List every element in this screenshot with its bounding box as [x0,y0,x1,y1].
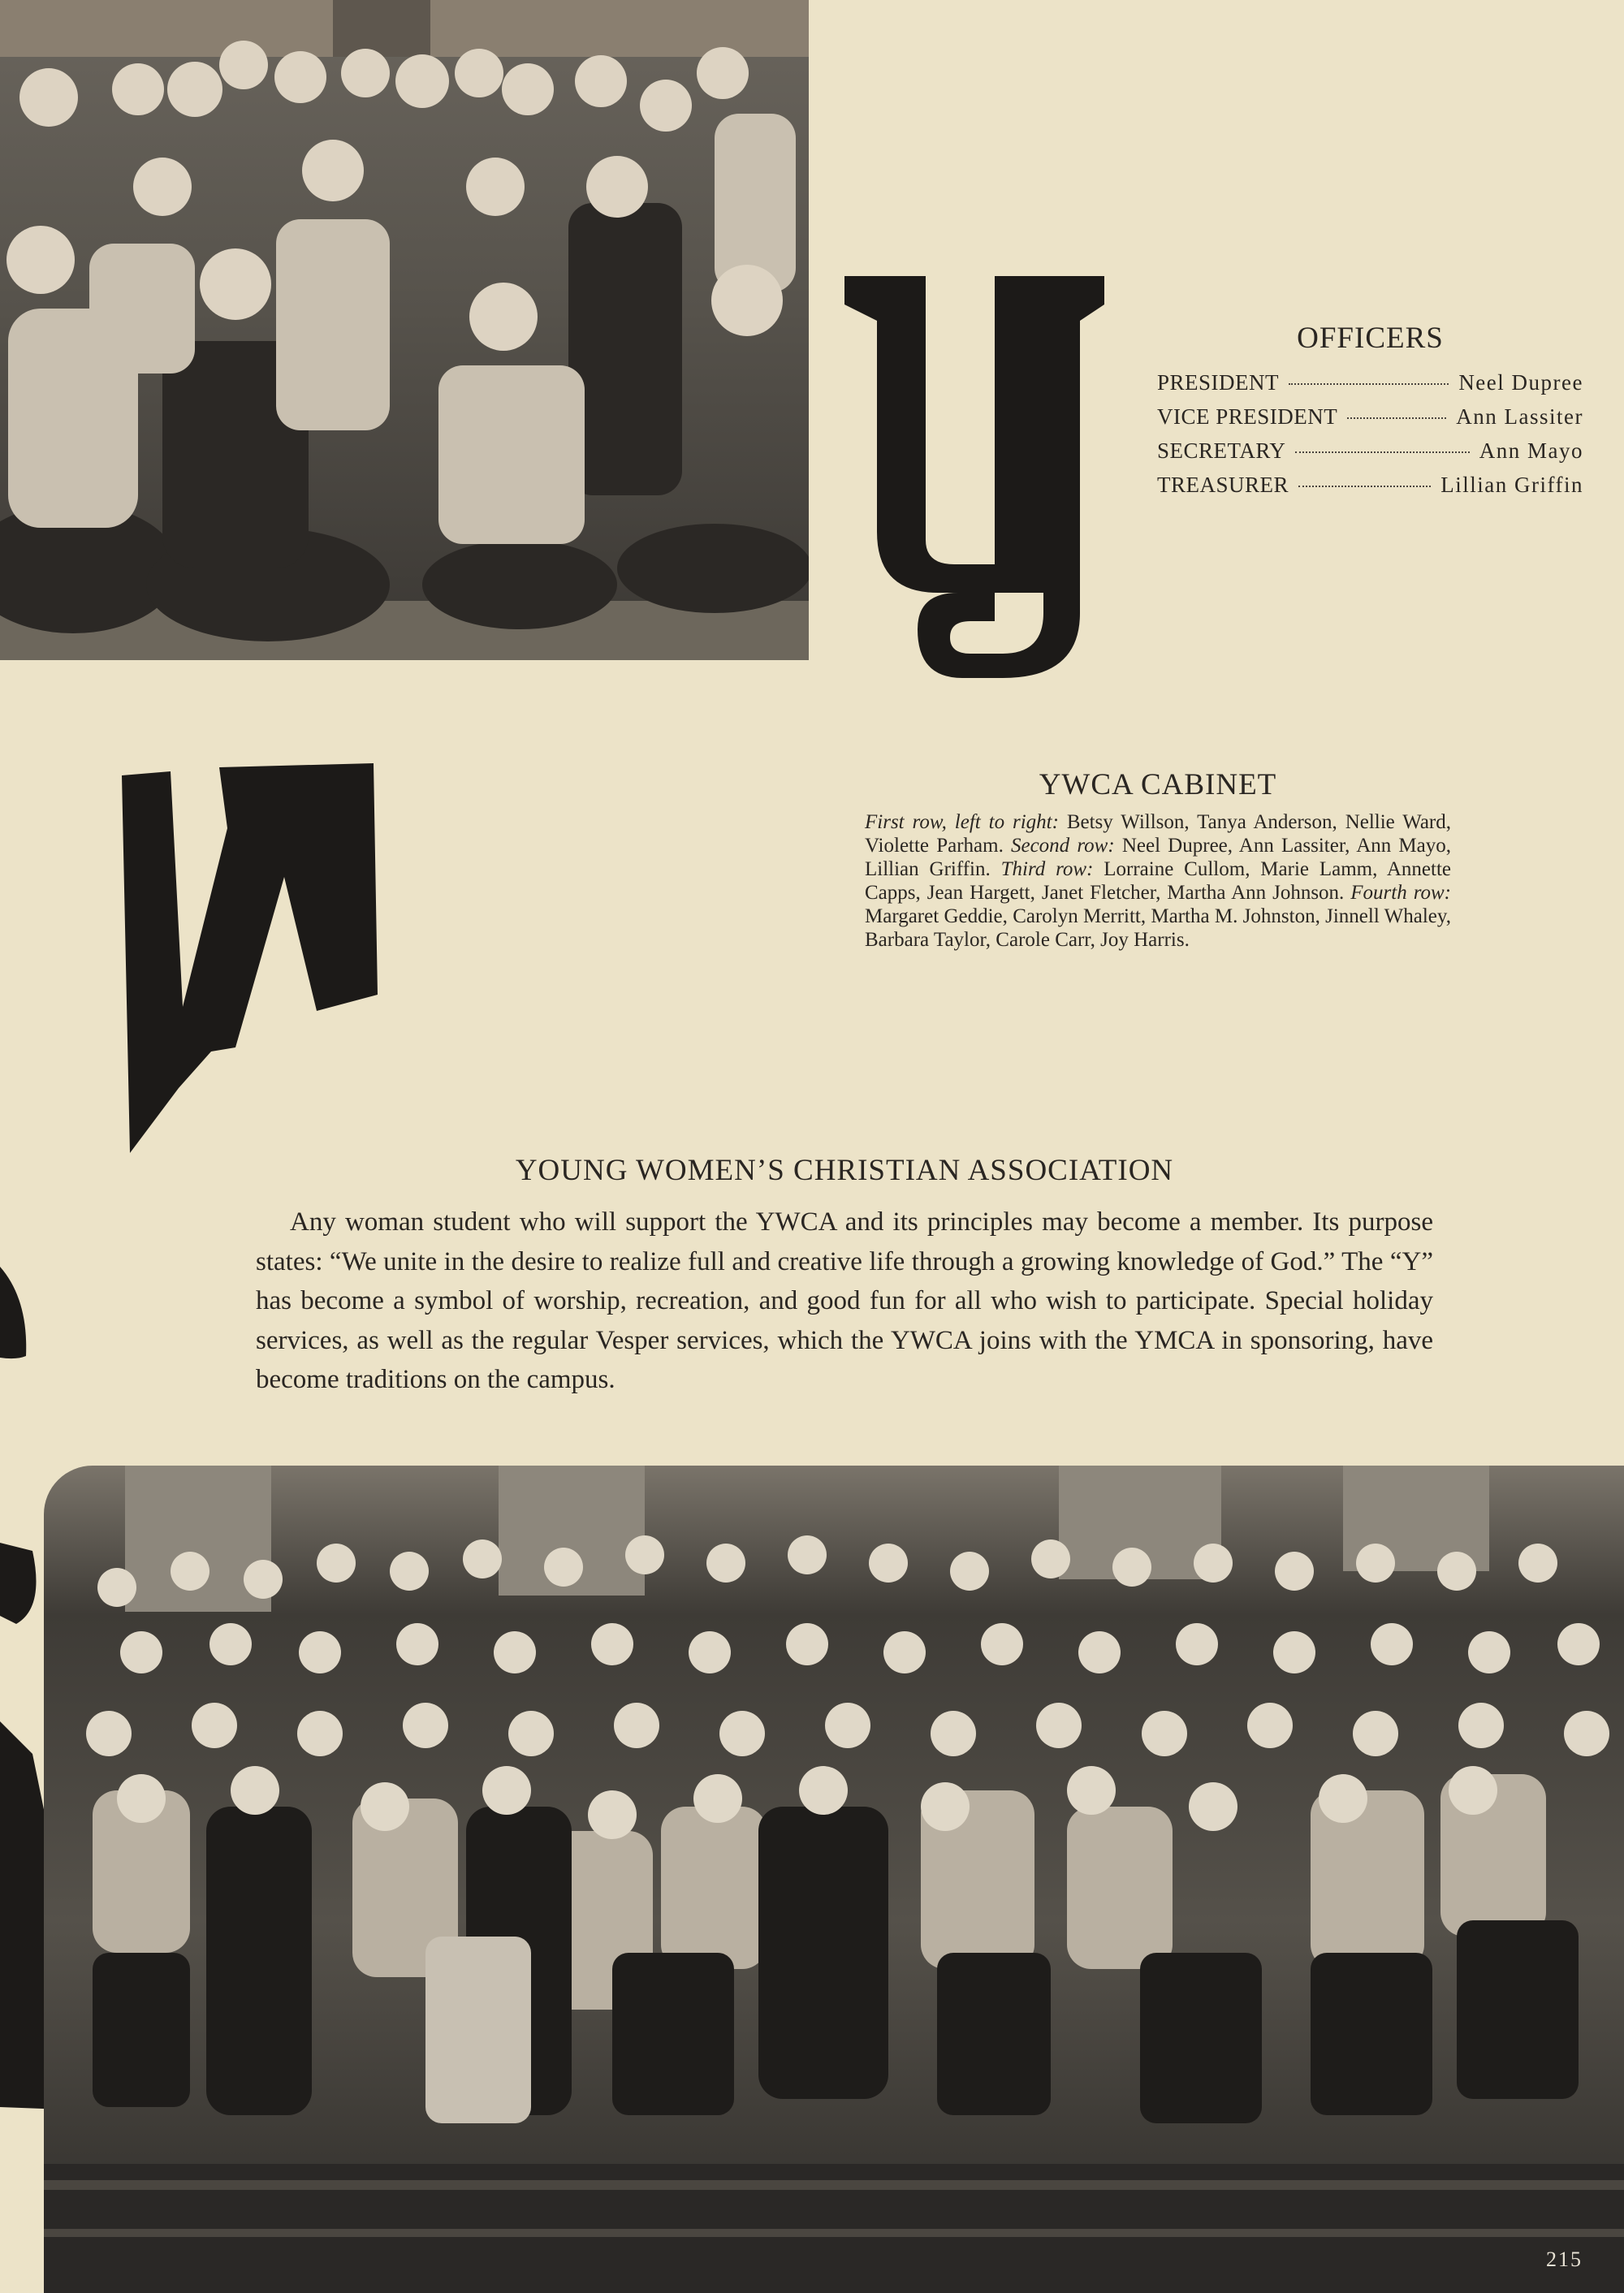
letter-w-graphic [122,763,382,1153]
officers-heading: OFFICERS [1297,322,1444,355]
caption-row-names: Lorraine Cullom, Marie Lamm, Annette Capps, Jean Hargett, Janet Fletcher, Martha Ann Johnson. [865,858,1451,904]
ywca-heading: YOUNG WOMEN’S CHRISTIAN ASSOCIATION [515,1154,1174,1187]
caption-row-label: Second row: [1010,835,1115,857]
letter-y-graphic [840,272,1108,678]
officer-name: Lillian Griffin [1440,473,1583,497]
officer-name: Ann Mayo [1479,438,1583,463]
officer-row-secretary [1157,438,1583,473]
cabinet-group-photo [0,0,809,660]
officer-row-treasurer [1157,473,1583,507]
officer-row-president [1157,370,1583,404]
officer-title: TREASURER [1157,473,1289,497]
officer-title: PRESIDENT [1157,370,1280,395]
officer-name: Neel Dupree [1458,370,1583,395]
caption-row-label: First row, left to right: [865,811,1059,833]
page-number: 215 [1546,2248,1583,2271]
officers-section [1157,321,1583,507]
cabinet-heading: YWCA CABINET [1039,768,1277,801]
dot-leader [1289,383,1449,385]
caption-row-names: Neel Dupree, Ann Lassiter, Ann Mayo, Lillian Griffin. [865,835,1451,880]
officer-row-vice-president [1157,404,1583,438]
cabinet-caption [865,810,1451,952]
dot-leader [1298,486,1431,487]
officer-title: VICE PRESIDENT [1157,404,1338,429]
caption-row-label: Fourth row: [1350,882,1451,904]
dot-leader [1347,417,1446,419]
membership-group-photo [44,1466,1624,2293]
ywca-section [256,1153,1433,1400]
caption-row-names: Betsy Willson, Tanya Anderson, Nellie Ward, Violette Parham. [865,811,1451,857]
caption-row-names: Margaret Geddie, Carolyn Merritt, Martha M. Johnston, Jinnell Whaley, Barbara Taylor, Carole Carr, Joy Harris. [865,905,1451,951]
caption-row-label: Third row: [1000,858,1094,880]
cabinet-section [865,767,1451,952]
officer-name: Ann Lassiter [1456,404,1583,429]
officer-title: SECRETARY [1157,438,1286,463]
ywca-body-text: Any woman student who will support the YWCA and its principles may become a member. Its purpose states: “We unite in the desire to realize full and creative life through a growing knowledge of God.” The “Y” has become a symbol of worship, recreation, and good fun for all who wish to participate. Special holiday services, as well as the regular Vesper services, which the YWCA joins with the YMCA in sponsoring, have become traditions on the campus. [256,1207,1433,1394]
dot-leader [1295,451,1469,453]
